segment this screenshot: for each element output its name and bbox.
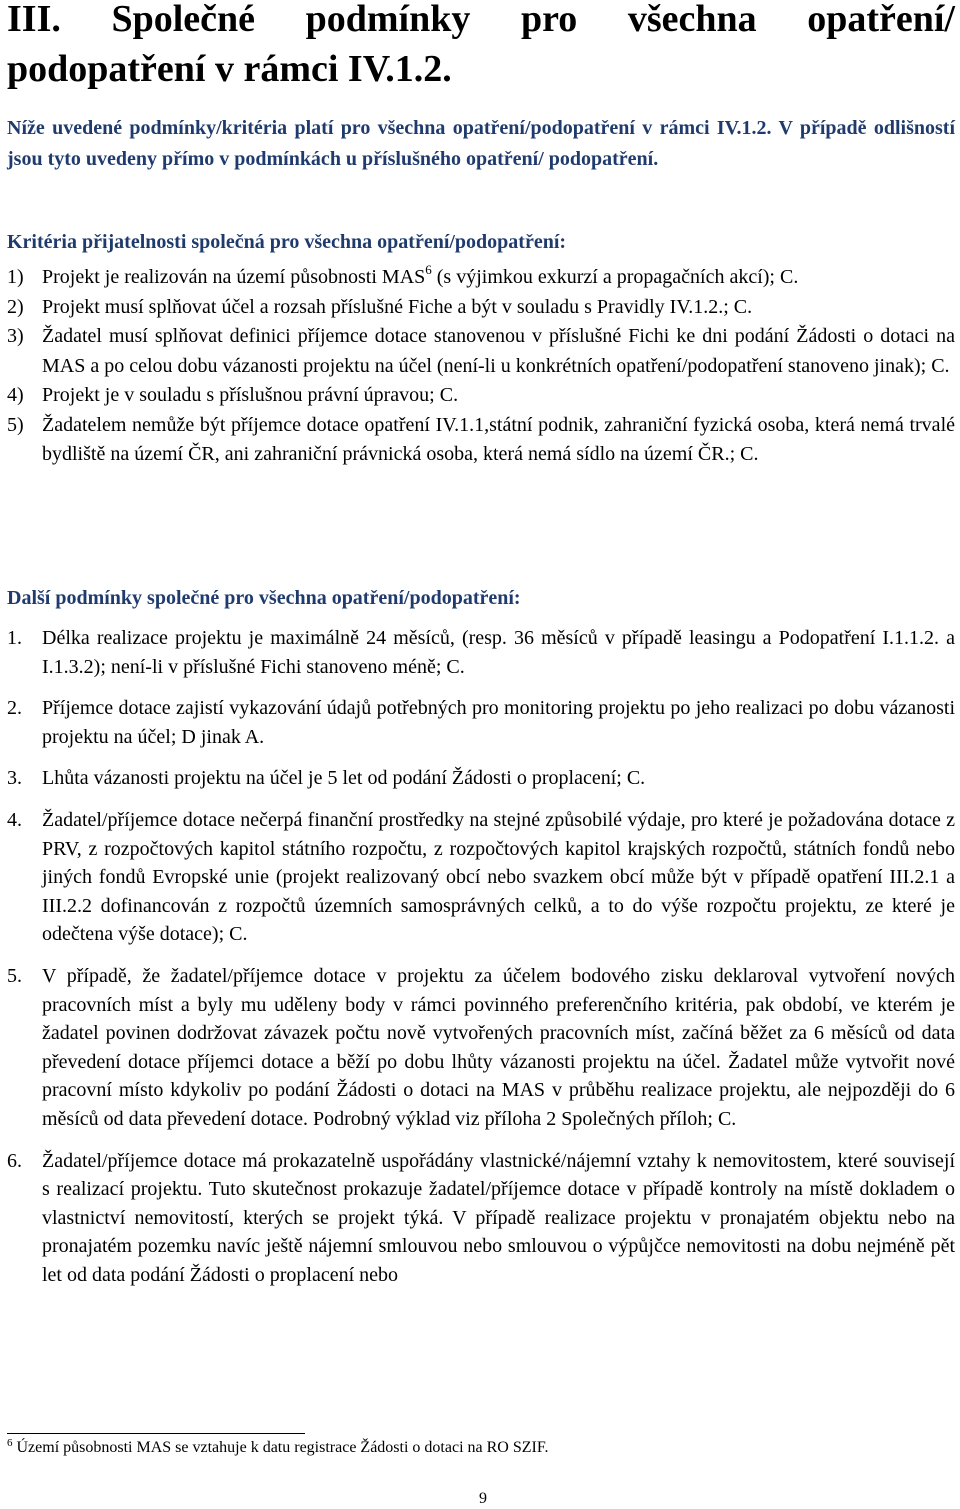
condition-item-text: Lhůta vázanosti projektu na účel je 5 let od podání Žádosti o proplacení; C.: [42, 767, 646, 790]
condition-item-text: Příjemce dotace zajistí vykazování údajů potřebných pro monitoring projektu po jeho realizaci po dobu vázanosti projektu na účel; D jinak A.: [42, 697, 955, 748]
criteria-item-number: 1): [7, 266, 24, 288]
criteria-item-text: Žadatelem nemůže být příjemce dotace opatření IV.1.1,státní podnik, zahraniční fyzická osoba, která nemá trvalé bydliště na území ČR, ani zahraniční právnická osoba, která nemá sídlo na území ČR.; C.: [42, 413, 955, 465]
criteria-item-text-cont: (s výjimkou exkurzí a propagačních akcí); C.: [431, 266, 799, 288]
footnote-number: 6: [7, 1437, 13, 1449]
condition-item-text: Žadatel/příjemce dotace má prokazatelně uspořádány vlastnické/nájemní vztahy k nemovitostem, které souvisejí s realizací projektu. Tuto skutečnost prokazuje žadatel/příjemce dotace v případě kontroly na místě dokladem o vlastnictví nemovitostí, kterých se projekt týká. V případě realizace projektu v pronajatém objektu nebo na pronajatém pozemku navíc ještě nájemní smlouvou nebo smlouvou o výpůjčce nemovitosti na dobu nejméně pět let od data podání Žádosti o proplacení nebo: [42, 1149, 955, 1286]
condition-item-text: Žadatel/příjemce dotace nečerpá finanční prostředky na stejné způsobilé výdaje, pro které je požadována dotace z PRV, z rozpočtových kapitol státního rozpočtu, z rozpočtových kapitol krajských rozpočtů, státních fondů nebo jiných fondů Evropské unie (projekt realizovaný obcí nebo svazkem obcí může být v případě opatření III.2.1 a III.2.2 dofinancován z rozpočtů územních samosprávných celků, a to do výše rozpočtu projektu, ze které je odečtena výše dotace); C.: [42, 808, 955, 946]
condition-item-number: 3.: [7, 767, 22, 790]
condition-item-5: [7, 962, 955, 1134]
criteria-item-2: [7, 293, 955, 323]
condition-item-number: 2.: [7, 697, 22, 720]
condition-item-text: Délka realizace projektu je maximálně 24 měsíců, (resp. 36 měsíců v případě leasingu a Podopatření I.1.1.2. a I.1.3.2); není-li v příslušné Fichi stanoveno méně; C.: [42, 627, 955, 678]
intro-paragraph: Níže uvedené podmínky/kritéria platí pro všechna opatření/podopatření v rámci IV.1.2. V případě odlišností jsou tyto uvedeny přímo v podmínkách u příslušného opatření/ podopatření.: [7, 117, 955, 170]
criteria-item-text: Žadatel musí splňovat definici příjemce dotace stanovenou v příslušné Fichi ke dni podání Žádosti o dotaci na MAS a po celou dobu vázanosti projektu na účel (není-li u konkrétních opatření/podopatření stanoveno jinak); C.: [42, 325, 955, 377]
conditions-heading: Další podmínky společné pro všechna opatření/podopatření:: [7, 587, 521, 609]
condition-item-number: 4.: [7, 808, 22, 831]
criteria-item-3: [7, 322, 955, 381]
criteria-item-text: Projekt musí splňovat účel a rozsah příslušné Fiche a být v souladu s Pravidly IV.1.2.; C.: [42, 295, 753, 318]
condition-item-2: [7, 694, 955, 751]
footnote: [7, 1438, 548, 1458]
condition-item-number: 6.: [7, 1149, 22, 1172]
criteria-item-1: [7, 263, 955, 293]
condition-item-3: [7, 764, 955, 793]
condition-item-text: V případě, že žadatel/příjemce dotace v projektu za účelem bodového zisku deklaroval vytvoření nových pracovních míst a byly mu uděleny body v rámci povinného preferenčního kritéria, pak období, ve kterém je žadatel povinen dodržovat závazek počtu nově vytvořených pracovních míst, začíná běžet za 6 měsíců od data převedení dotace příjemci dotace a běží po dobu lhůty vázanosti projektu na účel. Žadatel může vytvořit nové pracovní místo kdykoliv po podání Žádosti o dotaci na MAS v průběhu realizace projektu, ale nejpozději do 6 měsíců od data převedení dotace. Podrobný výklad viz příloha 2 Společných příloh; C.: [42, 964, 955, 1130]
footnote-separator: [7, 1433, 305, 1434]
criteria-list: [7, 263, 955, 470]
conditions-list: [7, 624, 955, 1302]
criteria-item-number: 4): [7, 384, 24, 406]
footnote-text: Území působnosti MAS se vztahuje k datu registrace Žádosti o dotaci na RO SZIF.: [12, 1439, 549, 1456]
criteria-item-4: [7, 381, 955, 411]
criteria-item-number: 3): [7, 325, 24, 347]
criteria-item-text: Projekt je realizován na území působnosti MAS: [42, 266, 426, 288]
criteria-item-number: 2): [7, 295, 24, 318]
page-number: 9: [479, 1490, 487, 1507]
footnote-reference: 6: [425, 262, 432, 277]
criteria-item-5: [7, 411, 955, 470]
criteria-heading: Kritéria přijatelnosti společná pro všechna opatření/podopatření:: [7, 231, 567, 253]
section-heading-line-1: III. Společné podmínky pro všechna opatření/: [7, 0, 955, 40]
criteria-item-text: Projekt je v souladu s příslušnou právní úpravou; C.: [42, 384, 459, 406]
section-heading-line-2: podopatření v rámci IV.1.2.: [7, 48, 452, 90]
condition-item-1: [7, 624, 955, 681]
criteria-item-number: 5): [7, 413, 24, 436]
condition-item-6: [7, 1147, 955, 1290]
condition-item-4: [7, 806, 955, 949]
condition-item-number: 5.: [7, 964, 22, 987]
condition-item-number: 1.: [7, 627, 22, 649]
